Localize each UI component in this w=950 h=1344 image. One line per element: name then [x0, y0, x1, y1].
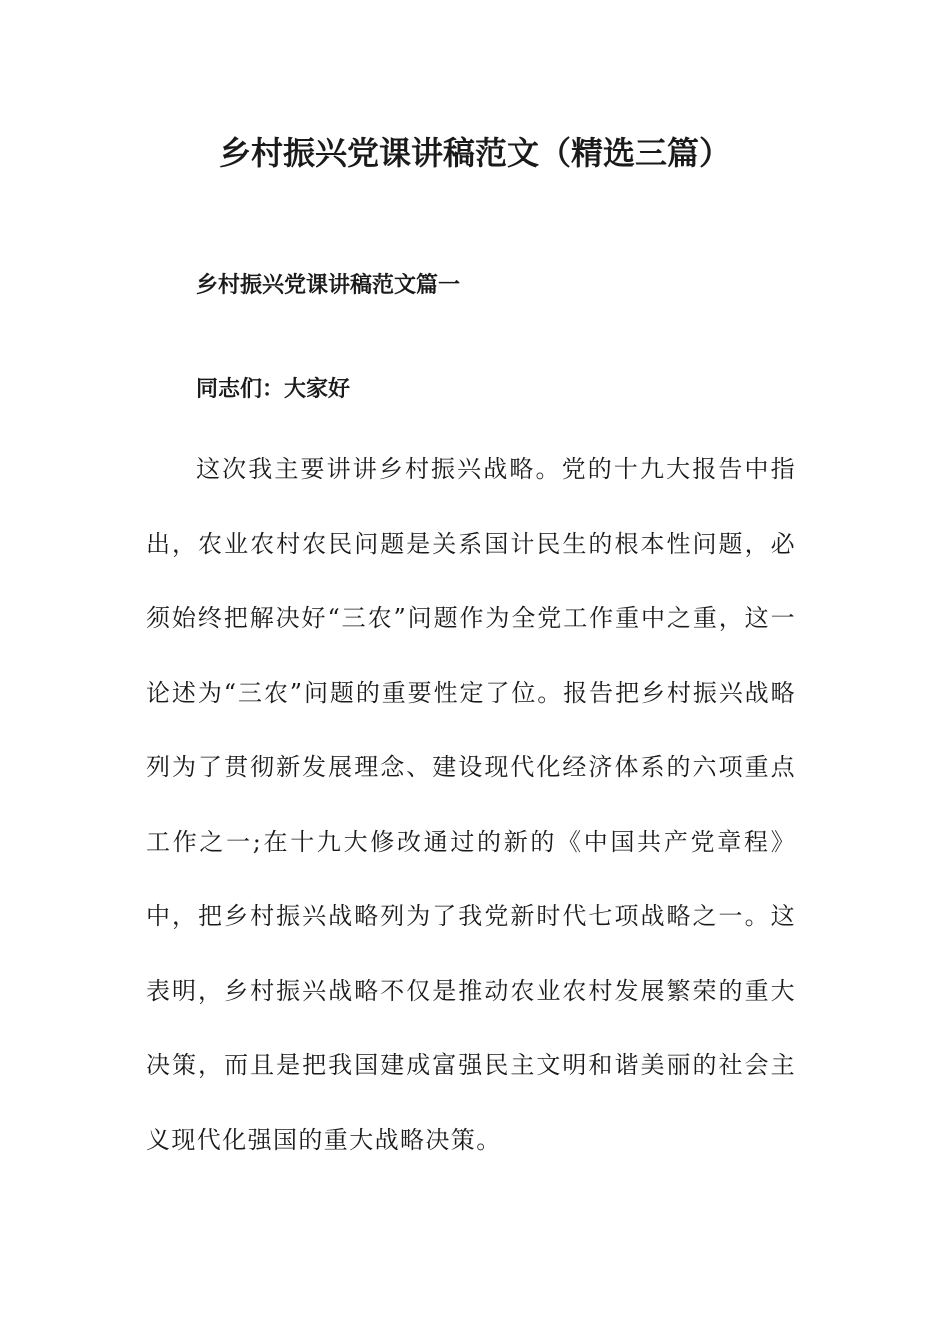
- section-heading: 乡村振兴党课讲稿范文篇一: [196, 273, 461, 298]
- body-paragraph: 这次我主要讲讲乡村振兴战略。党的十九大报告中指出，农业农村农民问题是关系国计民生的根本性问题，必须始终把解决好“三农”问题作为全党工作重中之重，这一论述为“三农”问题的重要性定了位。报告把乡村振兴战略列为了贯彻新发展理念、建设现代化经济体系的六项重点工作之一;在十九大修改通过的新的《中国共产党章程》中，把乡村振兴战略列为了我党新时代七项战略之一。这表明，乡村振兴战略不仅是推动农业农村发展繁荣的重大决策，而且是把我国建成富强民主文明和谐美丽的社会主义现代化强国的重大战略决策。: [146, 455, 796, 1154]
- greeting: 同志们：大家好: [196, 377, 351, 402]
- document-title: 乡村振兴党课讲稿范文（精选三篇）: [218, 134, 731, 172]
